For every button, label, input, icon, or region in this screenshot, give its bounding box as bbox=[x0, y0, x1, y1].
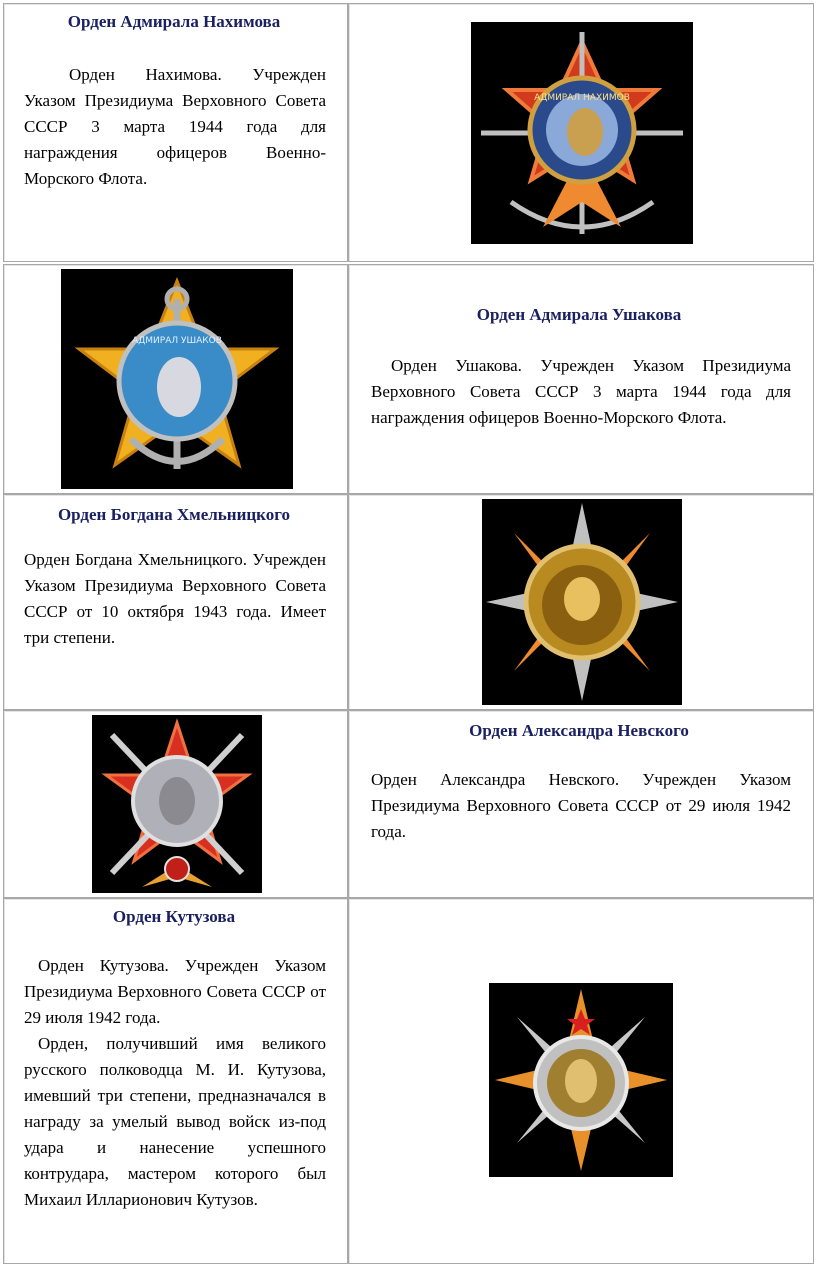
row-5-image-cell bbox=[348, 898, 814, 1264]
kutuzov-order-image bbox=[489, 983, 673, 1177]
row-1-image-cell bbox=[348, 3, 814, 262]
row-3-image-cell bbox=[348, 494, 814, 710]
ushakov-title: Орден Адмирала Ушакова bbox=[476, 305, 682, 324]
khmelnitsky-description: Орден Богдана Хмельницкого. Учрежден Указом Президиума Верховного Совета СССР от 10 октября 1943 года. Имеет три степени. bbox=[24, 550, 326, 647]
kutuzov-description-2: Орден, получивший имя великого русского полководца М. И. Кутузова, имевший три степени, предназначался в награду за умелый вывод войск из-под удара и нанесение успешного контрудара, мастером которого был Михаил Илларионович Кутузов. bbox=[24, 1034, 326, 1209]
row-2-text-cell bbox=[348, 264, 814, 494]
nakhimov-order-image bbox=[471, 22, 693, 244]
kutuzov-description-1: Орден Кутузова. Учрежден Указом Президиума Верховного Совета СССР от 29 июля 1942 года. bbox=[24, 956, 326, 1027]
nevsky-order-image bbox=[92, 715, 262, 893]
row-3-text-cell bbox=[3, 494, 348, 710]
khmelnitsky-order-image bbox=[482, 499, 682, 705]
ushakov-order-image bbox=[61, 269, 293, 489]
ushakov-ring-text: АДМИРАЛ УШАКОВ bbox=[132, 336, 222, 346]
kutuzov-title: Орден Кутузова bbox=[112, 907, 236, 926]
ushakov-description: Орден Ушакова. Учрежден Указом Президиума Верховного Совета СССР 3 марта 1944 года для награждения офицеров Военно-Морского Флота. bbox=[371, 356, 791, 427]
nevsky-description: Орден Александра Невского. Учрежден Указом Президиума Верховного Совета СССР от 29 июля 1942 года. bbox=[371, 770, 791, 841]
nakhimov-description: Орден Нахимова. Учрежден Указом Президиума Верховного Совета СССР 3 марта 1944 года для награждения офицеров Военно-Морского Флота. bbox=[24, 65, 326, 188]
row-4-image-cell bbox=[3, 710, 348, 898]
row-4-text-cell bbox=[348, 710, 814, 898]
row-1-text-cell bbox=[3, 3, 348, 262]
row-5-text-cell bbox=[3, 898, 348, 1264]
nakhimov-title: Орден Адмирала Нахимова bbox=[67, 12, 281, 31]
nevsky-title: Орден Александра Невского bbox=[469, 721, 689, 740]
row-2-image-cell bbox=[3, 264, 348, 494]
nakhimov-ring-text: АДМИРАЛ НАХИМОВ bbox=[534, 93, 630, 103]
khmelnitsky-title: Орден Богдана Хмельницкого bbox=[57, 505, 291, 524]
